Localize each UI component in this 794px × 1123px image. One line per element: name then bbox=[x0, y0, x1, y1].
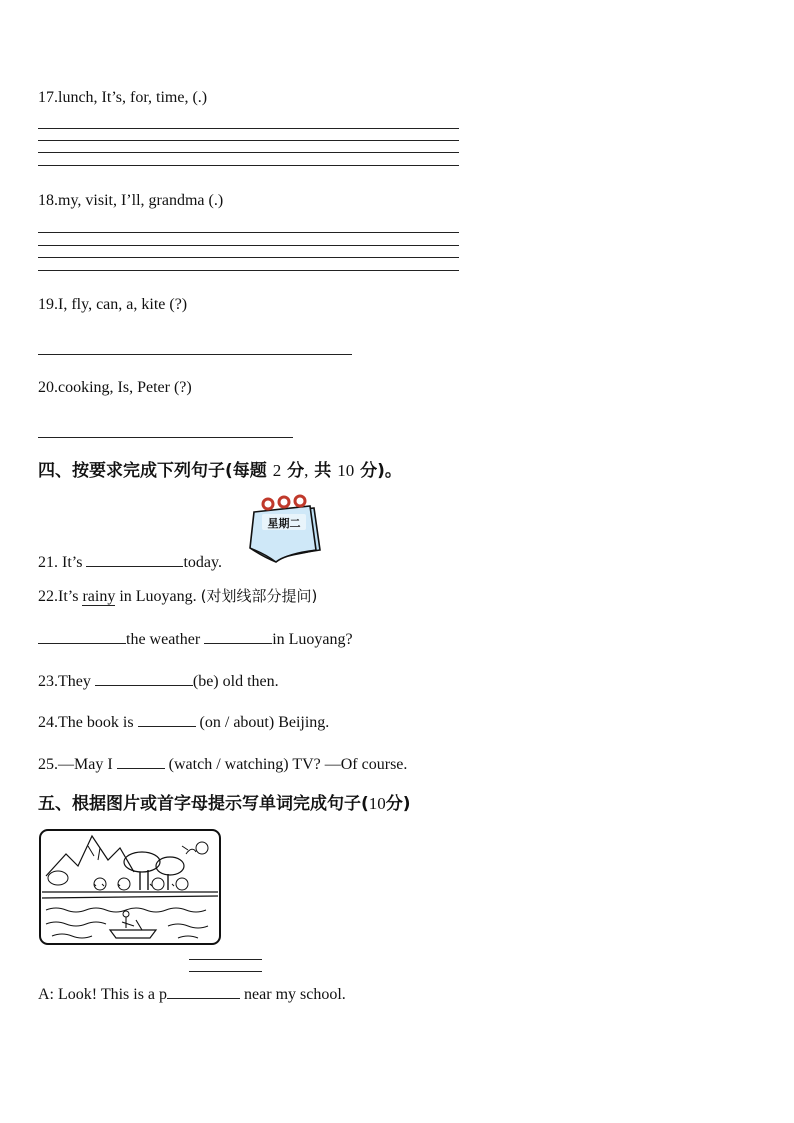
question-17: 17.lunch, It’s, for, time, (.) bbox=[38, 89, 208, 106]
fill-blank[interactable] bbox=[204, 628, 272, 644]
fill-blank[interactable] bbox=[138, 711, 196, 727]
answer-line[interactable] bbox=[38, 257, 459, 258]
fill-blank[interactable] bbox=[117, 753, 165, 769]
answer-line[interactable] bbox=[38, 128, 459, 129]
answer-line[interactable] bbox=[38, 152, 459, 153]
answer-line[interactable] bbox=[189, 971, 262, 972]
underlined-word: rainy bbox=[82, 588, 116, 605]
question-20: 20.cooking, Is, Peter (?) bbox=[38, 379, 192, 396]
fill-blank[interactable] bbox=[167, 983, 240, 999]
calendar-label: 星期二 bbox=[267, 517, 301, 530]
question-22-answer: the weather in Luoyang? bbox=[38, 628, 353, 650]
question-25: 25.—May I (watch / watching) TV? —Of course. bbox=[38, 753, 407, 775]
fill-blank[interactable] bbox=[38, 628, 126, 644]
question-19: 19.I, fly, can, a, kite (?) bbox=[38, 296, 188, 313]
answer-line[interactable] bbox=[38, 165, 459, 166]
calendar-picture bbox=[246, 494, 328, 566]
question-22: 22.It’s rainy in Luoyang. (对划线部分提问) bbox=[38, 587, 318, 605]
fill-blank[interactable] bbox=[86, 551, 183, 567]
question-18: 18.my, visit, I’ll, grandma (.) bbox=[38, 192, 224, 209]
fill-blank[interactable] bbox=[95, 670, 193, 686]
answer-line[interactable] bbox=[38, 245, 459, 246]
section-4-heading: 四、按要求完成下列句子(每题 2 分, 共 10 分)。 bbox=[38, 461, 402, 481]
question-24: 24.The book is (on / about) Beijing. bbox=[38, 711, 329, 733]
question-21: 21. It’s today. bbox=[38, 551, 222, 573]
section-5-heading: 五、根据图片或首字母提示写单词完成句子(10分) bbox=[38, 794, 411, 814]
answer-line[interactable] bbox=[38, 437, 293, 438]
answer-line[interactable] bbox=[38, 354, 352, 355]
section-5-sentence: A: Look! This is a p near my school. bbox=[38, 983, 346, 1005]
answer-line[interactable] bbox=[38, 270, 459, 271]
answer-line[interactable] bbox=[189, 959, 262, 960]
answer-line[interactable] bbox=[38, 140, 459, 141]
answer-line[interactable] bbox=[38, 232, 459, 233]
question-23: 23.They (be) old then. bbox=[38, 670, 279, 692]
park-lake-picture bbox=[38, 826, 224, 948]
